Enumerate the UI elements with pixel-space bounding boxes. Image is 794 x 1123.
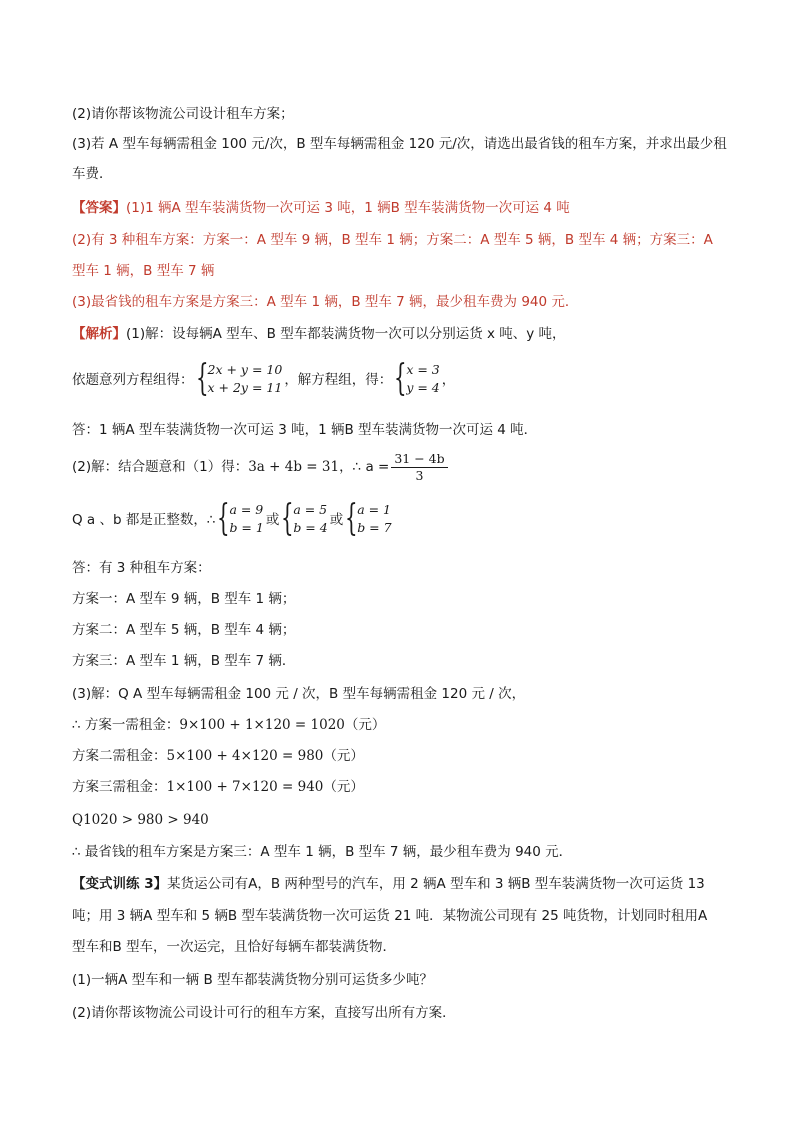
answer-2-line-1: (2)有 3 种租车方案：方案一：A 型车 9 辆，B 型车 1 辆；方案二：A 型车 5 辆，B 型车 4 辆；方案三：A [72,232,713,248]
analysis-line-1 [72,324,722,344]
variant-line-2: 吨；用 3 辆A 型车和 5 辆B 型车装满货物一次可运货 21 吨．某物流公司现有 25 吨货物，计划同时租用A [72,908,708,924]
equation-system-2: { x = 3 y = 4 [394,358,440,399]
cost-1: 9×100 + 1×120 = 1020（元） [179,717,386,733]
answer-2-line-2: 型车 1 辆，B 型车 7 辆 [72,263,215,279]
equation-mid: ，解方程组，得： [284,372,393,388]
analysis-label: 【解析】 [72,326,126,342]
cost-2-line: 方案二需租金：5×100 + 4×120 = 980（元） [72,748,364,764]
analysis-2-line: (2)解：结合题意和（1）得：3a + 4b = 31，∴ a = $\frac{31 - 4b}{3}$ [72,448,722,486]
question-3-line-2: 车费． [72,166,113,182]
cost-3: 1×100 + 7×120 = 940（元） [166,779,364,795]
variant-text-1: 某货运公司有A，B 两种型号的汽车，用 2 辆A 型车和 3 辆B 型车装满货物一次可运货 13 [167,876,705,892]
plan-3: 方案三：A 型车 1 辆，B 型车 7 辆． [72,653,296,669]
variant-line-1 [72,874,722,894]
variant-question-2: (2)请你帮该物流公司设计可行的租车方案，直接写出所有方案． [72,1005,456,1021]
question-3-line-1: (3)若 A 型车每辆需租金 100 元/次，B 型车每辆需租金 120 元/次，请选出最省钱的租车方案，并求出最少租 [72,136,727,152]
answer-3: (3)最省钱的租车方案是方案三：A 型车 1 辆，B 型车 7 辆，最少租车费为 940 元． [72,294,579,310]
plan-2: 方案二：A 型车 5 辆，B 型车 4 辆； [72,622,296,638]
answer-label: 【答案】 [72,200,126,216]
integer-solutions-line: Q a 、b 都是正整数，∴ { a = 9 b = 1 或 { a = 5 b = 4 或 { a = 1 b = 7 [72,498,392,539]
equation-line: 依题意列方程组得： { 2x + y = 10 x + 2y = 11 ，解方程组，得： { x = 3 y = 4 ， [72,358,456,399]
equation-intro: 依题意列方程组得： [72,372,194,388]
variant-question-1: (1)一辆A 型车和一辆 B 型车都装满货物分别可运货多少吨？ [72,972,433,988]
variant-label: 【变式训练 3】 [72,876,168,892]
fraction: $\frac{31 - 4b}{3}$ [391,451,447,484]
plan-1: 方案一：A 型车 9 辆，B 型车 1 辆； [72,591,296,607]
solution-3: { a = 1 b = 7 [345,498,392,539]
conclusion: ∴ 最省钱的租车方案是方案三：A 型车 1 辆，B 型车 7 辆，最少租车费为 940 元． [72,844,573,860]
question-2: (2)请你帮该物流公司设计租车方案； [72,106,294,122]
analysis-2-text: (2)解：结合题意和（1）得： [72,459,249,475]
solution-1: { a = 9 b = 1 [217,498,264,539]
solution-2: { a = 5 b = 4 [281,498,328,539]
integer-text: Q a 、b 都是正整数，∴ [72,512,216,528]
analysis-2-equation: 3a + 4b = 31 [248,459,340,475]
variant-line-3: 型车和B 型车，一次运完，且恰好每辆车都装满货物． [72,939,397,955]
answer-count: 答：有 3 种租车方案： [72,560,211,576]
analysis-answer-1: 答：1 辆A 型车装满货物一次可运 3 吨，1 辆B 型车装满货物一次可运 4 吨． [72,422,538,438]
analysis-3: (3)解：Q A 型车每辆需租金 100 元 / 次，B 型车每辆需租金 120 元 / 次， [72,686,526,702]
cost-2: 5×100 + 4×120 = 980（元） [166,748,364,764]
cost-3-line: 方案三需租金：1×100 + 7×120 = 940（元） [72,779,364,795]
analysis-1: (1)解：设每辆A 型车、B 型车都装满货物一次可以分别运货 x 吨、y 吨， [126,326,566,342]
answer-line-1 [72,198,722,218]
answer-1: (1)1 辆A 型车装满货物一次可运 3 吨，1 辆B 型车装满货物一次可运 4 吨 [126,200,570,216]
equation-system-1: { 2x + y = 10 x + 2y = 11 [195,358,283,399]
comparison: Q1020 > 980 > 940 [72,812,209,828]
cost-1-line: ∴ 方案一需租金：9×100 + 1×120 = 1020（元） [72,717,386,733]
